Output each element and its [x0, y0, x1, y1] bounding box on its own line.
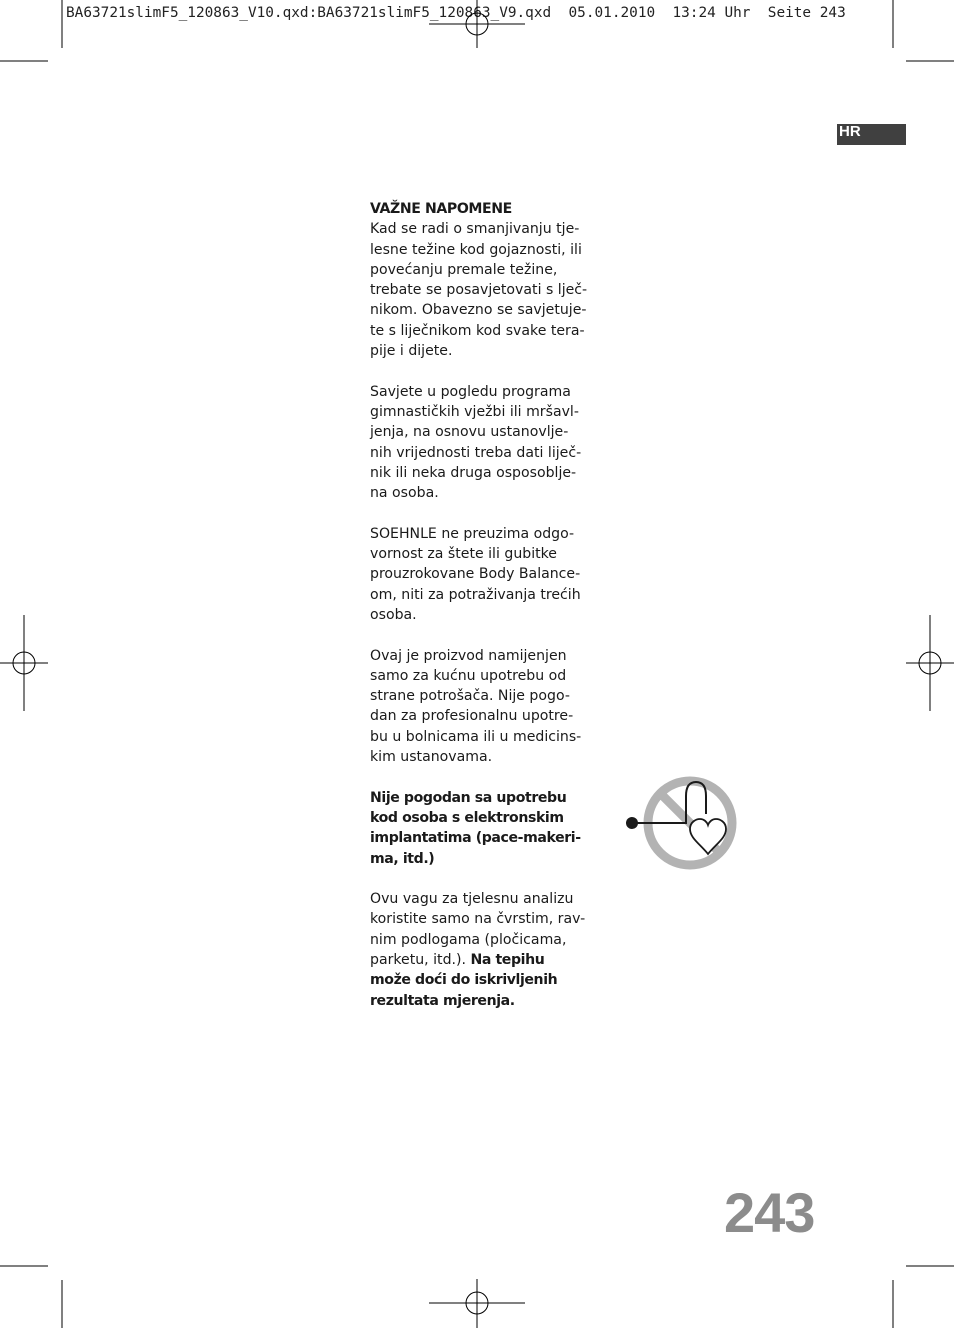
registration-mark-top [429, 0, 525, 48]
paragraph-surface-advice: Ovu vagu za tjelesnu analizu koristite samo na čvrstim, rav- nim podlogama (pločicama, parketu, itd.). Na tepihu može doći do iskrivljenih rezultata mjerenja. [370, 891, 586, 1009]
paragraph-pacemaker-warning: Nije pogodan sa upotrebu kod osoba s elektronskim implantatima (pace-makeri- ma, itd.) [370, 789, 581, 867]
language-tab-label: HR [839, 123, 861, 140]
registration-mark-right [906, 615, 954, 711]
paragraph-liability: SOEHNLE ne preuzima odgo- vornost za štete ili gubitke prouzrokovane Body Balance- om, niti za potraživanja trećih osoba. [370, 525, 581, 623]
paragraph-weight-advice: Kad se radi o smanjivanju tje- lesne težine kod gojaznosti, ili povećanju premale težine, trebate se posavjetovati s lječ- nikom. Obavezno se savjetuje- te s liječnikom kod svake tera- pije i dijete. [370, 221, 588, 360]
important-notes-section [370, 199, 594, 1031]
no-pacemaker-icon [620, 774, 742, 874]
registration-mark-left [0, 615, 48, 711]
section-heading: VAŽNE NAPOMENE [370, 201, 512, 217]
print-slug: BA63721slimF5_120863_V10.qxd:BA63721slimF5_120863_V9.qxd 05.01.2010 13:24 Uhr Seite 243 [66, 5, 846, 21]
paragraph-household-use: Ovaj je proizvod namijenjen samo za kućnu upotrebu od strane potrošača. Nije pogo- dan za profesionalnu upotre- bu u bolnicama ili u medicins- kim ustanovama. [370, 647, 582, 766]
registration-mark-bottom [429, 1279, 525, 1328]
paragraph-exercise-advice: Savjete u pogledu programa gimnastičkih vježbi ili mršavl- jenja, na osnovu ustanovlje- nih vrijednosti treba dati liječ- nik ili neka druga osposoblje- na osoba. [370, 383, 582, 502]
language-tab [837, 124, 906, 145]
page-number: 243 [724, 1181, 815, 1244]
